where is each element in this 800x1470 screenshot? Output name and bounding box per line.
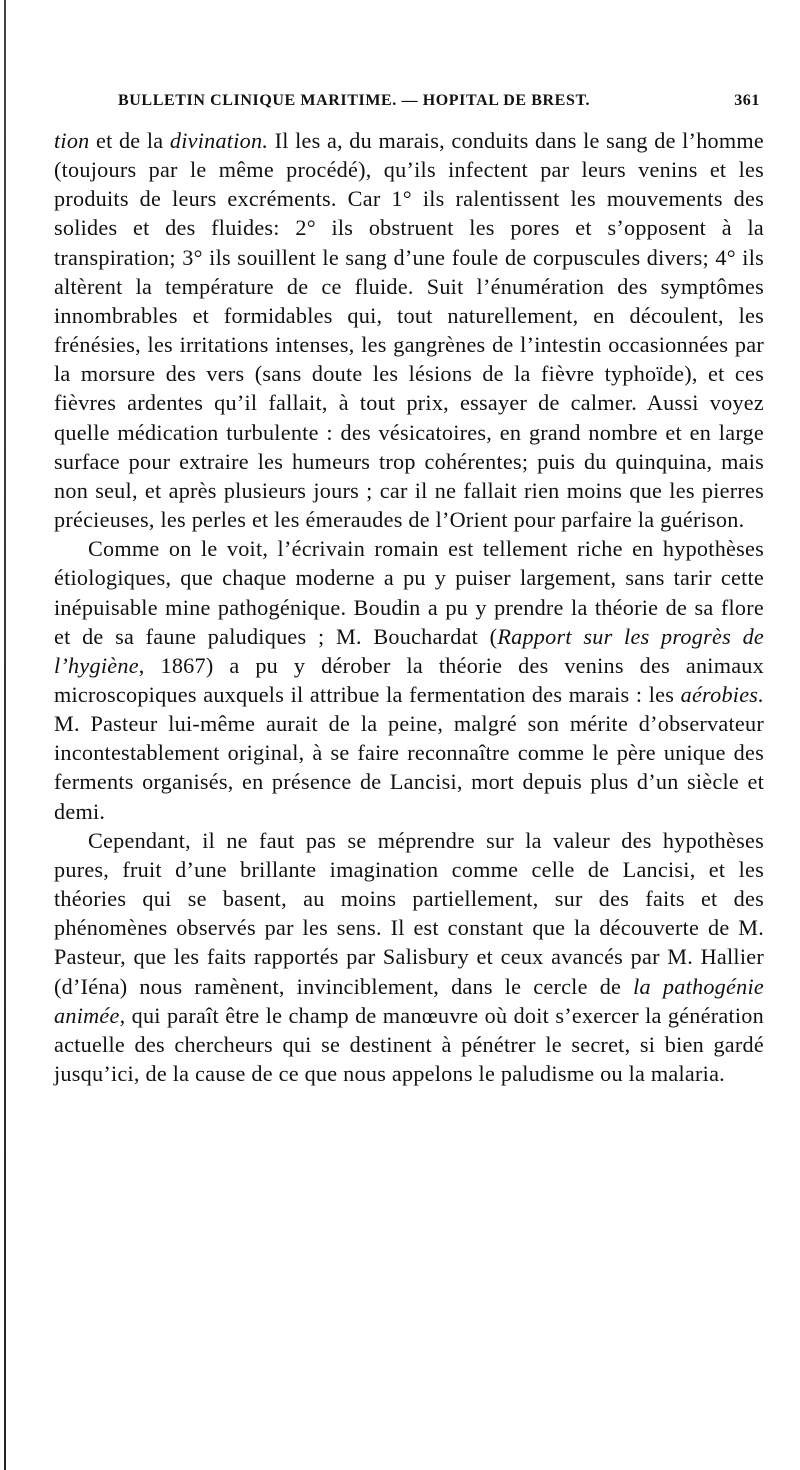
text-run: Il les a, du marais, conduits dans le sang de l’homme (toujours par le même procédé), qu’ils infectent par leurs venins et les produits de leurs excréments. Car 1° ils ralentissent les mouvements des solides et des fluides: 2° ils obstruent les pores et s’opposent à la transpiration; 3° ils souillent le sang d’une foule de corpuscules divers; 4° ils altèrent la température de ce fluide. Suit l’énumération des symptômes innombrables et formidables qui, tout naturellement, en découlent, les frénésies, les irritations intenses, les gangrènes de l’intestin occasionnées par la morsure des vers (sans doute les lésions de la fièvre typhoïde), et ces fièvres ardentes qu’il fallait, à tout prix, essayer de calmer. Aussi voyez quelle médication turbulente : des vésicatoires, en grand nombre et en large surface pour extraire les humeurs trop cohérentes; puis du quinquina, mais non seul, et après plusieurs jours ; car il ne fallait rien moins que les pierres précieuses, les perles et les émeraudes de l’Orient pour parfaire la guérison.	[54, 128, 764, 533]
running-header	[118, 92, 760, 110]
page-number: 361	[734, 92, 760, 109]
page-edge-shadow	[4, 0, 6, 1470]
text-run: et de la	[89, 128, 170, 153]
italic-text: divination.	[169, 128, 269, 153]
paragraph	[54, 126, 764, 534]
paragraph	[54, 826, 764, 1088]
italic-text: la pathogénie animée	[54, 973, 764, 1028]
text-run: M. Pasteur lui-même aurait de la peine, malgré son mérite d’observateur incontestablement original, à se faire reconnaître comme le père unique des ferments organisés, en présence de Lancisi, mort depuis plus d’un siècle et demi.	[54, 711, 764, 824]
body-text	[54, 126, 764, 1088]
text-run: , qui paraît être le champ de manœuvre où doit s’exercer la génération actuelle des chercheurs qui se destinent à pénétrer le secret, si bien gardé jusqu’ici, de la cause de ce que nous appelons le paludisme ou la malaria.	[54, 1002, 764, 1086]
italic-text: tion	[54, 128, 90, 153]
italic-text: aérobies.	[680, 681, 764, 707]
paragraph	[54, 534, 764, 826]
text-run: , 1867) a pu y dérober la théorie des venins des animaux microscopiques auxquels il attribue la fermentation des marais : les	[54, 652, 764, 707]
italic-text: Rapport sur les progrès de l’hygiène	[54, 623, 765, 678]
running-title: BULLETIN CLINIQUE MARITIME. — HOPITAL DE BREST.	[118, 92, 591, 109]
text-run: Comme on le voit, l’écrivain romain est tellement riche en hypothèses étiologiques, que chaque moderne a pu y puiser largement, sans tarir cette inépuisable mine pathogénique. Boudin a pu y prendre la théorie de sa flore et de sa faune paludiques ; M. Bouchardat (	[54, 536, 764, 649]
text-run: Cependant, il ne faut pas se méprendre sur la valeur des hypothèses pures, fruit d’une brillante imagination comme celle de Lancisi, et les théories qui se basent, au moins partiellement, sur des faits et des phénomènes observés par les sens. Il est constant que la découverte de M. Pasteur, que les faits rapportés par Salisbury et ceux avancés par M. Hallier (d’Iéna) nous ramènent, invinciblement, dans le cercle de	[54, 827, 764, 999]
